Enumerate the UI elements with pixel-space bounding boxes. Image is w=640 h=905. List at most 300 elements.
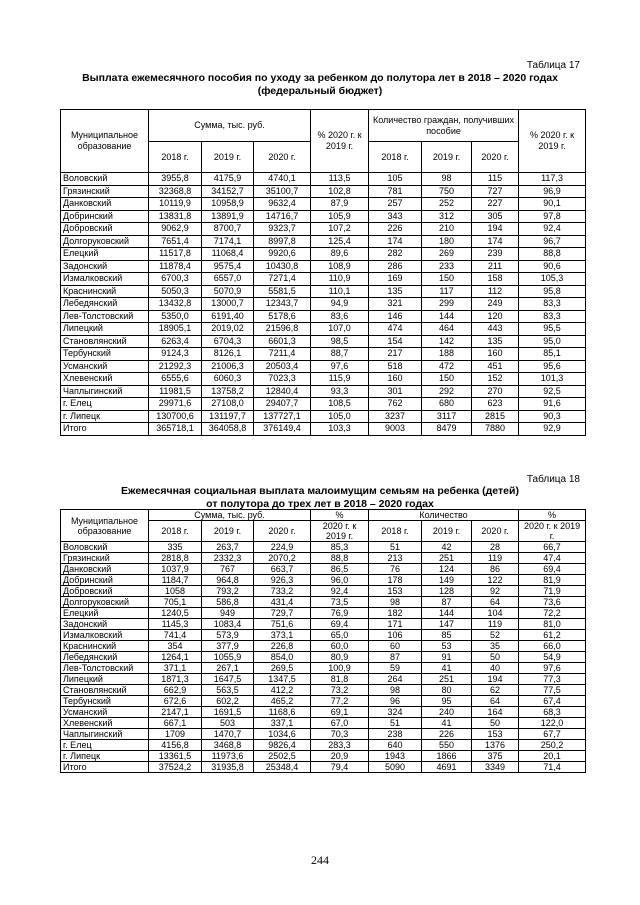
t17-cell: 101,3 <box>519 373 586 386</box>
t18-cell-municipality: Тербунский <box>61 696 149 707</box>
t18-cell-municipality: Данковский <box>61 564 149 575</box>
table17 <box>60 109 586 436</box>
t17-cell: 2815 <box>472 410 519 423</box>
t17-header-2018: 2018 г. <box>149 142 202 173</box>
t18-cell: 373,1 <box>254 630 311 641</box>
t18-cell: 20,9 <box>311 751 369 762</box>
t18-cell: 2818,8 <box>149 553 202 564</box>
t17-cell: 95,8 <box>519 285 586 298</box>
t17-cell: 10119,9 <box>149 198 202 211</box>
t18-cell: 20,1 <box>519 751 586 762</box>
t18-cell: 3468,8 <box>202 740 254 751</box>
t17-cell: 233 <box>422 260 472 273</box>
t17-header-2019: 2019 г. <box>202 142 254 173</box>
t18-cell: 337,1 <box>254 718 311 729</box>
t18-cell: 51 <box>369 718 422 729</box>
t18-header-2019: 2019 г. <box>202 521 254 542</box>
t17-cell: 305 <box>472 210 519 223</box>
t17-cell: 13000,7 <box>202 298 254 311</box>
t18-cell: 1347,5 <box>254 674 311 685</box>
t18-cell: 28 <box>472 542 519 553</box>
t17-cell: 9124,3 <box>149 348 202 361</box>
t17-cell-municipality: Долгоруковский <box>61 235 149 248</box>
t18-cell: 335 <box>149 542 202 553</box>
t17-cell: 110,1 <box>311 285 369 298</box>
t18-cell: 705,1 <box>149 597 202 608</box>
t17-cell: 98 <box>422 173 472 186</box>
t17-cell: 5050,3 <box>149 285 202 298</box>
t18-cell: 465,2 <box>254 696 311 707</box>
t17-table-row <box>61 173 586 186</box>
t18-cell: 371,1 <box>149 663 202 674</box>
t17-cell: 9920,6 <box>254 248 311 261</box>
t17-cell: 299 <box>422 298 472 311</box>
t18-table-row <box>61 608 586 619</box>
t17-cell-municipality: Тербунский <box>61 348 149 361</box>
t17-cell: 27108,0 <box>202 398 254 411</box>
t17-cell: 21596,8 <box>254 323 311 336</box>
t18-cell: 431,4 <box>254 597 311 608</box>
t18-header-count-2020: 2020 г. <box>472 521 519 542</box>
t18-cell: 87 <box>369 652 422 663</box>
t17-table-row <box>61 360 586 373</box>
t17-cell: 152 <box>472 373 519 386</box>
t17-cell: 90,1 <box>519 198 586 211</box>
t17-cell: 107,0 <box>311 323 369 336</box>
t17-cell: 13758,2 <box>202 385 254 398</box>
t18-cell: 1184,7 <box>149 575 202 586</box>
t18-table-row <box>61 619 586 630</box>
t18-cell: 729,7 <box>254 608 311 619</box>
t18-cell: 251 <box>422 674 472 685</box>
t17-cell: 14716,7 <box>254 210 311 223</box>
t17-cell: 94,9 <box>311 298 369 311</box>
t17-cell: 34152,7 <box>202 185 254 198</box>
t17-cell: 90,6 <box>519 260 586 273</box>
t17-cell: 472 <box>422 360 472 373</box>
t17-cell: 464 <box>422 323 472 336</box>
t17-cell: 762 <box>369 398 422 411</box>
t18-cell: 119 <box>472 619 519 630</box>
t17-cell: 12343,7 <box>254 298 311 311</box>
t18-cell-municipality: Липецкий <box>61 674 149 685</box>
t17-cell: 7174,1 <box>202 235 254 248</box>
t17-cell-municipality: Краснинский <box>61 285 149 298</box>
t17-cell: 180 <box>422 235 472 248</box>
t18-cell: 503 <box>202 718 254 729</box>
t18-cell-municipality: Итого <box>61 762 149 773</box>
t18-cell: 98 <box>369 597 422 608</box>
t17-cell: 474 <box>369 323 422 336</box>
t17-header-count-2018: 2018 г. <box>369 142 422 173</box>
t17-cell: 13831,8 <box>149 210 202 223</box>
t18-table-row <box>61 740 586 751</box>
t17-cell: 158 <box>472 273 519 286</box>
t18-cell: 2332,3 <box>202 553 254 564</box>
t18-cell: 1240,5 <box>149 608 202 619</box>
t18-cell: 13361,5 <box>149 751 202 762</box>
t17-cell: 249 <box>472 298 519 311</box>
t18-table-row <box>61 542 586 553</box>
t17-cell: 6557,0 <box>202 273 254 286</box>
t17-cell: 105 <box>369 173 422 186</box>
t18-cell: 267,1 <box>202 663 254 674</box>
t17-cell: 113,5 <box>311 173 369 186</box>
t17-cell: 10430,8 <box>254 260 311 273</box>
t18-cell: 119 <box>472 553 519 564</box>
t18-cell: 41 <box>422 718 472 729</box>
t17-cell-municipality: Данковский <box>61 198 149 211</box>
t18-cell: 264 <box>369 674 422 685</box>
t18-cell: 77,3 <box>519 674 586 685</box>
t18-cell: 4156,8 <box>149 740 202 751</box>
t17-cell: 97,8 <box>519 210 586 223</box>
t17-cell: 269 <box>422 248 472 261</box>
t17-cell-municipality: Лебедянский <box>61 298 149 311</box>
t18-cell: 62 <box>472 685 519 696</box>
t18-cell: 164 <box>472 707 519 718</box>
t17-cell-municipality: Липецкий <box>61 323 149 336</box>
t17-cell: 117 <box>422 285 472 298</box>
t18-cell: 60 <box>369 641 422 652</box>
t18-cell: 76,9 <box>311 608 369 619</box>
t18-cell: 194 <box>472 674 519 685</box>
t17-cell: 96,9 <box>519 185 586 198</box>
t18-cell-municipality: Долгоруковский <box>61 597 149 608</box>
t18-cell: 1647,5 <box>202 674 254 685</box>
t18-cell: 1871,3 <box>149 674 202 685</box>
t17-cell: 188 <box>422 348 472 361</box>
t18-table-row <box>61 663 586 674</box>
t17-cell: 239 <box>472 248 519 261</box>
t17-cell: 10958,9 <box>202 198 254 211</box>
t18-table-row <box>61 762 586 773</box>
t17-cell: 112 <box>472 285 519 298</box>
t18-header-sum: Сумма, тыс. руб. <box>149 510 311 521</box>
t18-cell: 2502,5 <box>254 751 311 762</box>
t18-header-pct2-sub: 2020 г. к 2019 г. <box>519 521 586 542</box>
t17-cell: 6263,4 <box>149 335 202 348</box>
t18-cell: 178 <box>369 575 422 586</box>
t17-cell: 11878,4 <box>149 260 202 273</box>
t17-cell: 257 <box>369 198 422 211</box>
t17-cell: 5070,9 <box>202 285 254 298</box>
t18-cell: 95 <box>422 696 472 707</box>
t17-cell: 92,4 <box>519 223 586 236</box>
t18-cell: 72,2 <box>519 608 586 619</box>
t18-cell: 251 <box>422 553 472 564</box>
t17-cell: 83,3 <box>519 298 586 311</box>
t18-cell: 122,0 <box>519 718 586 729</box>
t17-cell: 210 <box>422 223 472 236</box>
t18-cell: 86 <box>472 564 519 575</box>
t18-cell: 69,1 <box>311 707 369 718</box>
t18-cell: 147 <box>422 619 472 630</box>
t17-cell: 108,5 <box>311 398 369 411</box>
t17-cell: 9003 <box>369 423 422 436</box>
t18-cell: 5090 <box>369 762 422 773</box>
t18-cell: 47,4 <box>519 553 586 564</box>
t18-cell: 11973,6 <box>202 751 254 762</box>
t17-cell: 6191,40 <box>202 310 254 323</box>
t17-cell: 8126,1 <box>202 348 254 361</box>
t18-cell: 767 <box>202 564 254 575</box>
t18-cell: 144 <box>422 608 472 619</box>
t18-cell: 733,2 <box>254 586 311 597</box>
table17-title-line2: (федеральный бюджет) <box>257 85 383 97</box>
t17-table-row <box>61 210 586 223</box>
t18-cell: 153 <box>472 729 519 740</box>
t18-cell: 42 <box>422 542 472 553</box>
t18-cell: 67,4 <box>519 696 586 707</box>
t18-cell: 66,0 <box>519 641 586 652</box>
t17-cell: 9575,4 <box>202 260 254 273</box>
t18-cell: 263,7 <box>202 542 254 553</box>
t17-cell: 146 <box>369 310 422 323</box>
t18-cell: 240 <box>422 707 472 718</box>
t18-cell: 68,3 <box>519 707 586 718</box>
t17-cell: 115,9 <box>311 373 369 386</box>
t17-cell: 6704,3 <box>202 335 254 348</box>
t17-cell: 21292,3 <box>149 360 202 373</box>
t17-cell-municipality: г. Елец <box>61 398 149 411</box>
t17-cell: 137727,1 <box>254 410 311 423</box>
t18-cell: 238 <box>369 729 422 740</box>
t18-cell: 50 <box>472 718 519 729</box>
t18-cell: 52 <box>472 630 519 641</box>
t17-cell-municipality: Добровский <box>61 223 149 236</box>
t18-cell: 37524,2 <box>149 762 202 773</box>
t17-cell: 4740,1 <box>254 173 311 186</box>
t17-table-row <box>61 223 586 236</box>
t18-cell: 100,9 <box>311 663 369 674</box>
t17-cell: 88,7 <box>311 348 369 361</box>
t18-cell: 9826,4 <box>254 740 311 751</box>
table18-title-line1: Ежемесячная социальная выплата малоимущим семьям на ребенка (детей) <box>121 485 519 497</box>
t18-table-row <box>61 553 586 564</box>
t17-cell: 301 <box>369 385 422 398</box>
t17-cell: 29407,7 <box>254 398 311 411</box>
table18 <box>60 509 586 773</box>
t18-cell: 70,3 <box>311 729 369 740</box>
t17-cell: 9062,9 <box>149 223 202 236</box>
t17-cell: 98,5 <box>311 335 369 348</box>
t17-table-row <box>61 423 586 436</box>
t17-table-row <box>61 285 586 298</box>
t18-cell: 672,6 <box>149 696 202 707</box>
t17-cell: 282 <box>369 248 422 261</box>
t17-cell: 88,8 <box>519 248 586 261</box>
t18-cell-municipality: Воловский <box>61 542 149 553</box>
t18-cell: 964,8 <box>202 575 254 586</box>
t17-cell: 3955,8 <box>149 173 202 186</box>
t17-cell: 518 <box>369 360 422 373</box>
t17-cell: 321 <box>369 298 422 311</box>
t18-header-count-2018: 2018 г. <box>369 521 422 542</box>
t18-cell: 104 <box>472 608 519 619</box>
t17-cell: 144 <box>422 310 472 323</box>
t17-cell: 270 <box>472 385 519 398</box>
t17-cell: 117,3 <box>519 173 586 186</box>
t17-cell-municipality: Елецкий <box>61 248 149 261</box>
t18-cell: 77,5 <box>519 685 586 696</box>
t17-cell: 292 <box>422 385 472 398</box>
t18-table-row <box>61 707 586 718</box>
t17-cell: 8479 <box>422 423 472 436</box>
t18-cell: 69,4 <box>519 564 586 575</box>
t17-cell: 343 <box>369 210 422 223</box>
t17-cell: 226 <box>369 223 422 236</box>
t18-cell: 40 <box>472 663 519 674</box>
t17-cell: 135 <box>472 335 519 348</box>
t17-cell: 174 <box>369 235 422 248</box>
t17-cell: 107,2 <box>311 223 369 236</box>
t18-cell-municipality: Усманский <box>61 707 149 718</box>
t18-cell: 86,5 <box>311 564 369 575</box>
t18-cell: 1470,7 <box>202 729 254 740</box>
t18-cell: 92 <box>472 586 519 597</box>
t17-cell: 3117 <box>422 410 472 423</box>
t18-cell: 751,6 <box>254 619 311 630</box>
t18-cell: 51 <box>369 542 422 553</box>
t18-cell: 76 <box>369 564 422 575</box>
t18-cell: 96 <box>369 696 422 707</box>
t18-cell: 1943 <box>369 751 422 762</box>
t18-cell: 91 <box>422 652 472 663</box>
t17-cell-municipality: Становлянский <box>61 335 149 348</box>
t17-cell: 18905,1 <box>149 323 202 336</box>
t18-table-row <box>61 564 586 575</box>
t17-cell: 443 <box>472 323 519 336</box>
t18-cell: 171 <box>369 619 422 630</box>
t17-cell: 7651,4 <box>149 235 202 248</box>
t18-cell: 122 <box>472 575 519 586</box>
t17-table-row <box>61 248 586 261</box>
t18-cell: 662,9 <box>149 685 202 696</box>
t18-cell: 77,2 <box>311 696 369 707</box>
t17-cell: 9632,4 <box>254 198 311 211</box>
t18-cell: 71,9 <box>519 586 586 597</box>
t18-cell: 663,7 <box>254 564 311 575</box>
t18-cell: 124 <box>422 564 472 575</box>
t18-header-municipality: Муниципальное образование <box>61 510 149 542</box>
t18-cell: 25348,4 <box>254 762 311 773</box>
t18-cell: 2147,1 <box>149 707 202 718</box>
t18-cell: 80 <box>422 685 472 696</box>
t17-cell: 93,3 <box>311 385 369 398</box>
t17-cell: 252 <box>422 198 472 211</box>
t17-cell: 95,6 <box>519 360 586 373</box>
t18-table-row <box>61 641 586 652</box>
t18-header-2018: 2018 г. <box>149 521 202 542</box>
t17-cell: 105,3 <box>519 273 586 286</box>
t17-table-row <box>61 348 586 361</box>
t18-cell: 50 <box>472 652 519 663</box>
t18-cell: 79,4 <box>311 762 369 773</box>
t17-cell-municipality: Задонский <box>61 260 149 273</box>
t17-cell: 125,4 <box>311 235 369 248</box>
t18-cell: 54,9 <box>519 652 586 663</box>
t17-cell: 35100,7 <box>254 185 311 198</box>
t18-cell: 35 <box>472 641 519 652</box>
t17-cell-municipality: Измалковский <box>61 273 149 286</box>
t18-cell: 1264,1 <box>149 652 202 663</box>
t17-header-pct: % 2020 г. к 2019 г. <box>311 110 369 173</box>
t18-cell: 1691,5 <box>202 707 254 718</box>
t18-cell: 67,0 <box>311 718 369 729</box>
t18-cell: 81,9 <box>519 575 586 586</box>
t18-header-pct: % <box>311 510 369 521</box>
t17-cell: 83,6 <box>311 310 369 323</box>
t17-cell: 750 <box>422 185 472 198</box>
t18-header-pct2: % <box>519 510 586 521</box>
t17-cell: 130700,6 <box>149 410 202 423</box>
t17-cell: 7880 <box>472 423 519 436</box>
t18-cell: 88,8 <box>311 553 369 564</box>
t17-cell: 131197,7 <box>202 410 254 423</box>
t18-cell-municipality: Хлевенский <box>61 718 149 729</box>
t18-cell: 269,5 <box>254 663 311 674</box>
t17-table-row <box>61 373 586 386</box>
t17-cell: 680 <box>422 398 472 411</box>
t18-header-2020: 2020 г. <box>254 521 311 542</box>
t18-cell: 81,0 <box>519 619 586 630</box>
t17-cell: 194 <box>472 223 519 236</box>
t18-cell: 96,0 <box>311 575 369 586</box>
t18-table-row <box>61 575 586 586</box>
t18-table-row <box>61 674 586 685</box>
t17-cell: 91,6 <box>519 398 586 411</box>
t17-cell: 6601,3 <box>254 335 311 348</box>
t18-cell: 1168,6 <box>254 707 311 718</box>
t18-cell: 324 <box>369 707 422 718</box>
t18-cell: 412,2 <box>254 685 311 696</box>
t17-cell: 160 <box>369 373 422 386</box>
t18-cell: 1034,6 <box>254 729 311 740</box>
t18-cell: 226 <box>422 729 472 740</box>
t17-cell: 150 <box>422 273 472 286</box>
table18-caption: Таблица 18 <box>526 474 580 485</box>
t17-table-row <box>61 310 586 323</box>
t18-header-pct-sub: 2020 г. к 2019 г. <box>311 521 369 542</box>
t17-table-row <box>61 235 586 248</box>
t18-cell: 1376 <box>472 740 519 751</box>
t18-cell-municipality: Грязинский <box>61 553 149 564</box>
t17-cell: 120 <box>472 310 519 323</box>
t18-cell-municipality: Краснинский <box>61 641 149 652</box>
t18-cell: 98 <box>369 685 422 696</box>
t18-cell-municipality: Чаплыгинский <box>61 729 149 740</box>
t17-cell: 20503,4 <box>254 360 311 373</box>
t18-cell-municipality: Лебедянский <box>61 652 149 663</box>
t17-cell-municipality: Чаплыгинский <box>61 385 149 398</box>
table17-title <box>55 72 585 98</box>
t18-cell: 1058 <box>149 586 202 597</box>
t17-cell: 102,8 <box>311 185 369 198</box>
t17-cell-municipality: Хлевенский <box>61 373 149 386</box>
t17-cell: 174 <box>472 235 519 248</box>
t17-cell: 2019,02 <box>202 323 254 336</box>
t18-cell: 59 <box>369 663 422 674</box>
t17-cell: 115 <box>472 173 519 186</box>
t17-cell: 95,5 <box>519 323 586 336</box>
t18-cell: 1145,3 <box>149 619 202 630</box>
t17-table-row <box>61 385 586 398</box>
t18-cell-municipality: Елецкий <box>61 608 149 619</box>
t18-cell: 586,8 <box>202 597 254 608</box>
t18-cell: 563,5 <box>202 685 254 696</box>
t17-header-count-2019: 2019 г. <box>422 142 472 173</box>
